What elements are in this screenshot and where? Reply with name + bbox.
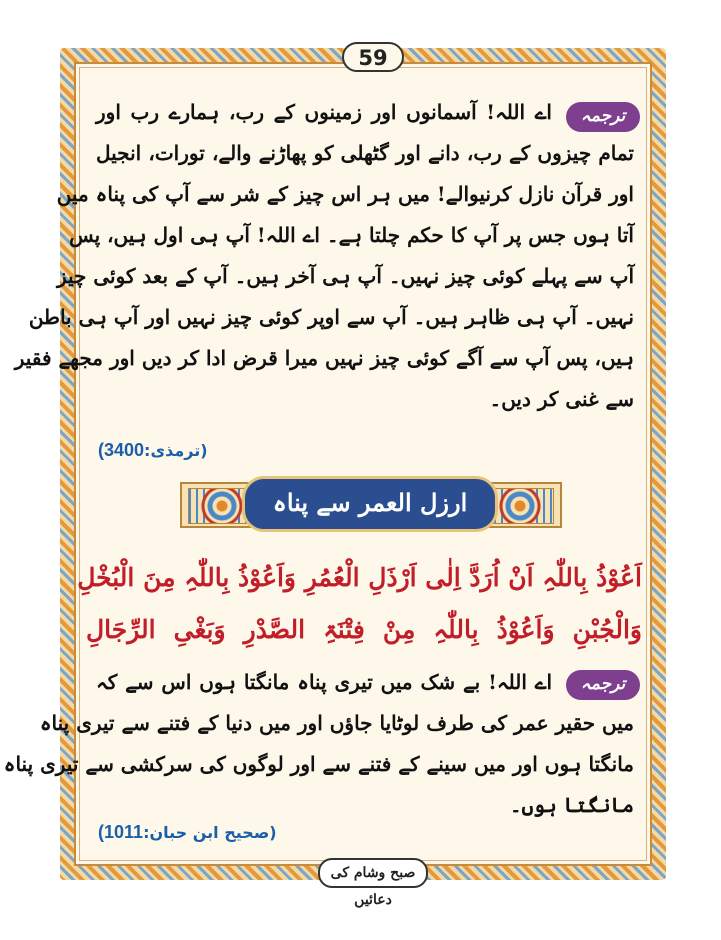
- arabic-dua-line: وَالْجُبْنِ وَاَعُوْذُ بِاللّٰہِ مِنْ فِتْنَۃِ الصَّدْرِ وَبَغْیِ الرِّجَالِ: [86, 615, 642, 644]
- page-number: 59: [342, 42, 404, 72]
- text-line: آپ سے پہلے کوئی چیز نہیں۔ آپ ہی آخر ہیں۔ آپ کے بعد کوئی چیز: [56, 264, 634, 288]
- text-line: اے اللہ! آسمانوں اور زمینوں کے رب، ہمارے رب اور: [96, 100, 552, 124]
- translation-paragraph-2: [3, 662, 634, 826]
- translation-paragraph-1: [14, 92, 634, 420]
- text-line: آتا ہوں جس پر آپ کا حکم چلتا ہے۔ اے اللہ! آپ ہی اول ہیں، پس: [69, 223, 634, 247]
- text-line: میں حقیر عمر کی طرف لوٹایا جاؤں اور میں دنیا کے فتنے سے تیری پناہ: [39, 711, 634, 735]
- text-line: نہیں۔ آپ ہی ظاہر ہیں۔ آپ سے اوپر کوئی چیز نہیں اور آپ ہی باطن: [28, 305, 634, 329]
- text-line: سے غنی کر دیں۔: [489, 387, 634, 411]
- translation-badge: ترجمہ: [566, 670, 640, 700]
- reference-ibn-hibban: [98, 822, 277, 843]
- reference-number: 1011): [98, 822, 144, 842]
- book-title-footer: صبح وشام کی دعائیں: [318, 858, 428, 888]
- reference-tirmidhi: [98, 440, 208, 461]
- text-line: تمام چیزوں کے رب، دانے اور گٹھلی کو پھاڑنے والے، تورات، انجیل: [96, 141, 634, 165]
- text-line: مانگتا ہوں۔: [509, 793, 634, 817]
- translation-badge: ترجمہ: [566, 102, 640, 132]
- text-line: اور قرآن نازل کرنیوالے! میں ہر اس چیز کے شر سے آپ کی پناہ میں: [56, 182, 634, 206]
- arabic-dua-line: اَعُوْذُ بِاللّٰہِ اَنْ اُرَدَّ اِلٰی اَرْذَلِ الْعُمُرِ وَاَعُوْذُ بِاللّٰہِ مِنَ الْبُخْلِ: [77, 563, 642, 592]
- reference-source: (ترمذی:: [144, 441, 208, 460]
- reference-source: (صحیح ابن حبان:: [143, 823, 277, 842]
- reference-number: 3400): [98, 440, 145, 460]
- text-line: مانگتا ہوں اور میں سینے کے فتنے سے اور لوگوں کی سرکشی سے تیری پناہ: [3, 752, 634, 776]
- text-line: اے اللہ! بے شک میں تیری پناہ مانگتا ہوں اس سے کہ: [96, 670, 552, 694]
- section-heading: ارزل العمر سے پناہ: [242, 476, 498, 532]
- text-line: ہیں، پس آپ سے آگے کوئی چیز نہیں میرا قرض ادا کر دیں اور مجھے فقیر: [14, 346, 634, 370]
